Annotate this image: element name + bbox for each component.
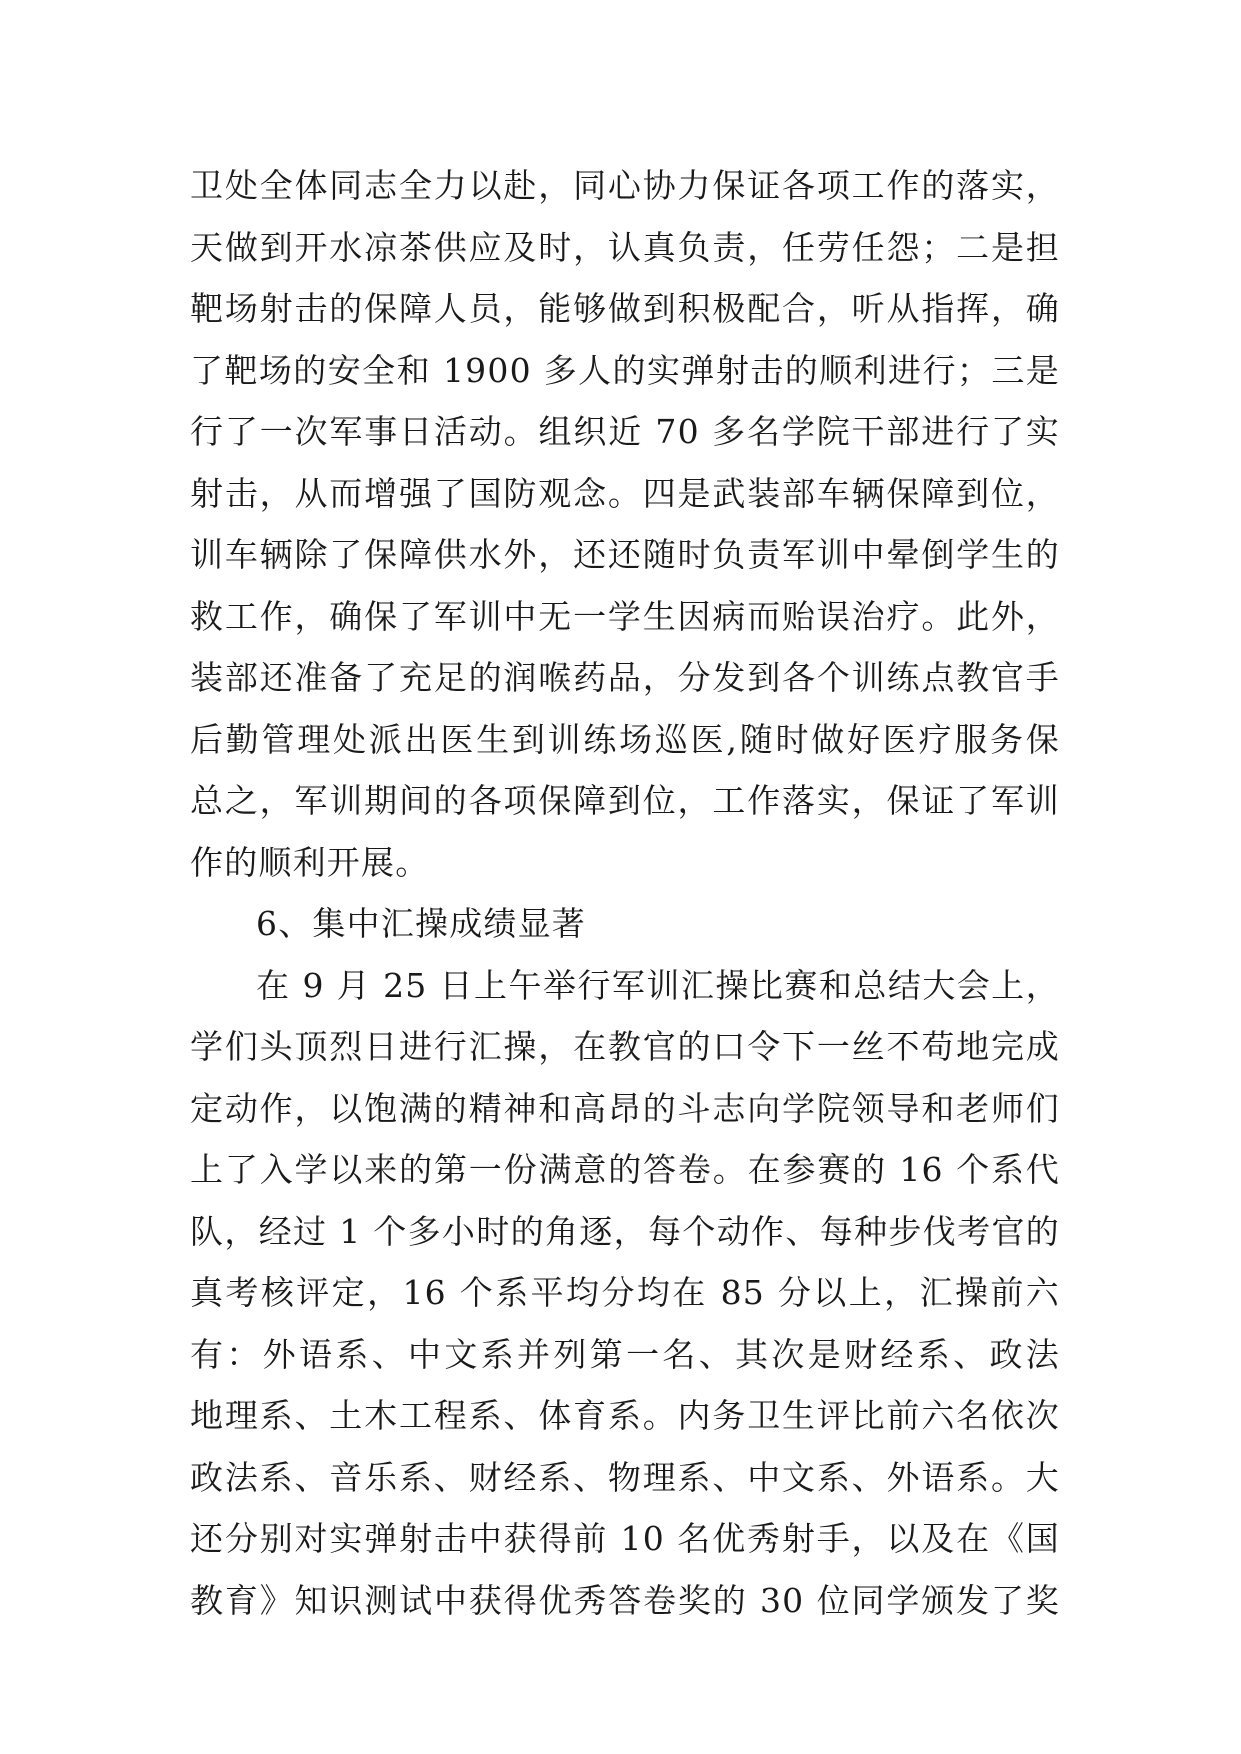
document-body [190,155,1060,1631]
text-line: 队，经过 1 个多小时的角逐，每个动作、每种步伐考官的 [190,1211,1060,1251]
text-line: 卫处全体同志全力以赴，同心协力保证各项工作的落实， [190,166,1060,205]
text-line: 行了一次军事日活动。组织近 70 多名学院干部进行了实 [190,412,1060,451]
text-line: 天做到开水凉茶供应及时，认真负责，任劳任怨；二是担 [190,227,1060,267]
text-line: 救工作，确保了军训中无一学生因病而贻误治疗。此外， [190,596,1060,636]
text-line-paragraph-end: 教育》知识测试中获得优秀答卷奖的 30 位同学颁发了奖 [190,1580,1060,1620]
text-line-paragraph-end: 作的顺利开展。 [190,842,430,882]
text-line: 训车辆除了保障供水外，还还随时负责军训中晕倒学生的 [190,535,1060,574]
text-line: 政法系、音乐系、财经系、物理系、中文系、外语系。大 [190,1457,1060,1497]
text-line: 地理系、土木工程系、体育系。内务卫生评比前六名依次 [190,1396,1060,1435]
text-line: 总之，军训期间的各项保障到位，工作落实，保证了军训 [190,781,1060,820]
text-line: 上了入学以来的第一份满意的答卷。在参赛的 16 个系代 [190,1150,1060,1189]
text-line: 学们头顶烈日进行汇操，在教官的口令下一丝不苟地完成 [190,1027,1060,1066]
text-line: 靶场射击的保障人员，能够做到积极配合，听从指挥，确 [190,289,1060,328]
text-line: 射击，从而增强了国防观念。四是武装部车辆保障到位， [190,473,1060,513]
text-line: 了靶场的安全和 1900 多人的实弹射击的顺利进行；三是 [190,350,1060,390]
text-line: 还分别对实弹射击中获得前 10 名优秀射手，以及在《国 [190,1519,1060,1558]
text-line: 真考核评定，16 个系平均分均在 85 分以上，汇操前六 [190,1273,1060,1312]
text-line: 定动作，以饱满的精神和高昂的斗志向学院领导和老师们 [190,1088,1060,1128]
text-line: 后勤管理处派出医生到训练场巡医,随时做好医疗服务保 [190,719,1060,759]
text-line: 装部还准备了充足的润喉药品，分发到各个训练点教官手 [190,658,1060,697]
text-line-paragraph-start: 在 9 月 25 日上午举行军训汇操比赛和总结大会上， [256,965,1060,1005]
text-line: 有：外语系、中文系并列第一名、其次是财经系、政法 [190,1334,1060,1374]
section-heading: 6、集中汇操成绩显著 [256,904,586,943]
